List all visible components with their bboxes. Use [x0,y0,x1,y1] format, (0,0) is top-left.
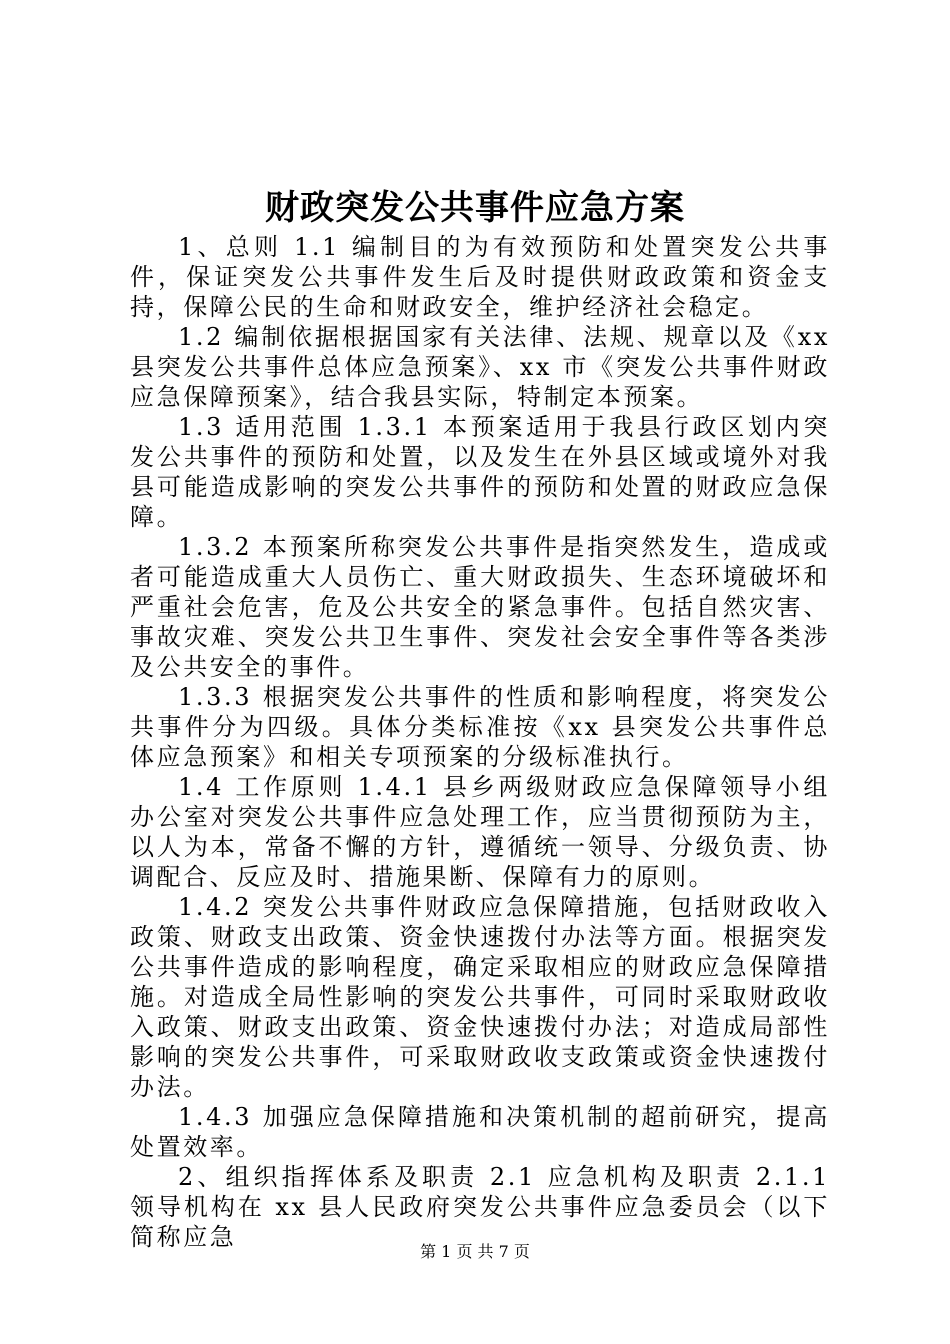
paragraph-definition: 1.3.2 本预案所称突发公共事件是指突然发生，造成或者可能造成重大人员伤亡、重大财政损失、生态环境破坏和严重社会危害，危及公共安全的紧急事件。包括自然灾害、事故灾难、突发公共卫生事件、突发社会安全事件等各类涉及公共安全的事件。 [130,533,830,681]
paragraph-principles: 1.4 工作原则 1.4.1 县乡两级财政应急保障领导小组办公室对突发公共事件应急处理工作，应当贯彻预防为主，以人为本，常备不懈的方针，遵循统一领导、分级负责、协调配合、反应及时、措施果断、保障有力的原则。 [130,773,830,891]
page-footer: 第 1 页 共 7 页 [420,1242,530,1261]
document-title: 财政突发公共事件应急方案 [265,188,685,228]
paragraph-general-purpose: 1、总则 1.1 编制目的为有效预防和处置突发公共事件，保证突发公共事件发生后及时提供财政政策和资金支持，保障公民的生命和财政安全，维护经济社会稳定。 [130,233,830,321]
document-body [130,232,830,1252]
paragraph-measures: 1.4.2 突发公共事件财政应急保障措施，包括财政收入政策、财政支出政策、资金快速拨付办法等方面。根据突发公共事件造成的影响程度，确定采取相应的财政应急保障措施。对造成全局性影响的突发公共事件，可同时采取财政收入政策、财政支出政策、资金快速拨付办法；对造成局部性影响的突发公共事件，可采取财政收支政策或资金快速拨付办法。 [130,893,830,1101]
paragraph-organization: 2、组织指挥体系及职责 2.1 应急机构及职责 2.1.1 领导机构在 xx 县人民政府突发公共事件应急委员会（以下简称应急 [130,1163,830,1251]
paragraph-basis: 1.2 编制依据根据国家有关法律、法规、规章以及《xx 县突发公共事件总体应急预案》、xx 市《突发公共事件财政应急保障预案》，结合我县实际，特制定本预案。 [130,323,830,411]
paragraph-research: 1.4.3 加强应急保障措施和决策机制的超前研究，提高处置效率。 [130,1103,830,1161]
paragraph-scope: 1.3 适用范围 1.3.1 本预案适用于我县行政区划内突发公共事件的预防和处置，以及发生在外县区域或境外对我县可能造成影响的突发公共事件的预防和处置的财政应急保障。 [130,413,830,531]
paragraph-classification: 1.3.3 根据突发公共事件的性质和影响程度，将突发公共事件分为四级。具体分类标准按《xx 县突发公共事件总体应急预案》和相关专项预案的分级标准执行。 [130,683,830,771]
